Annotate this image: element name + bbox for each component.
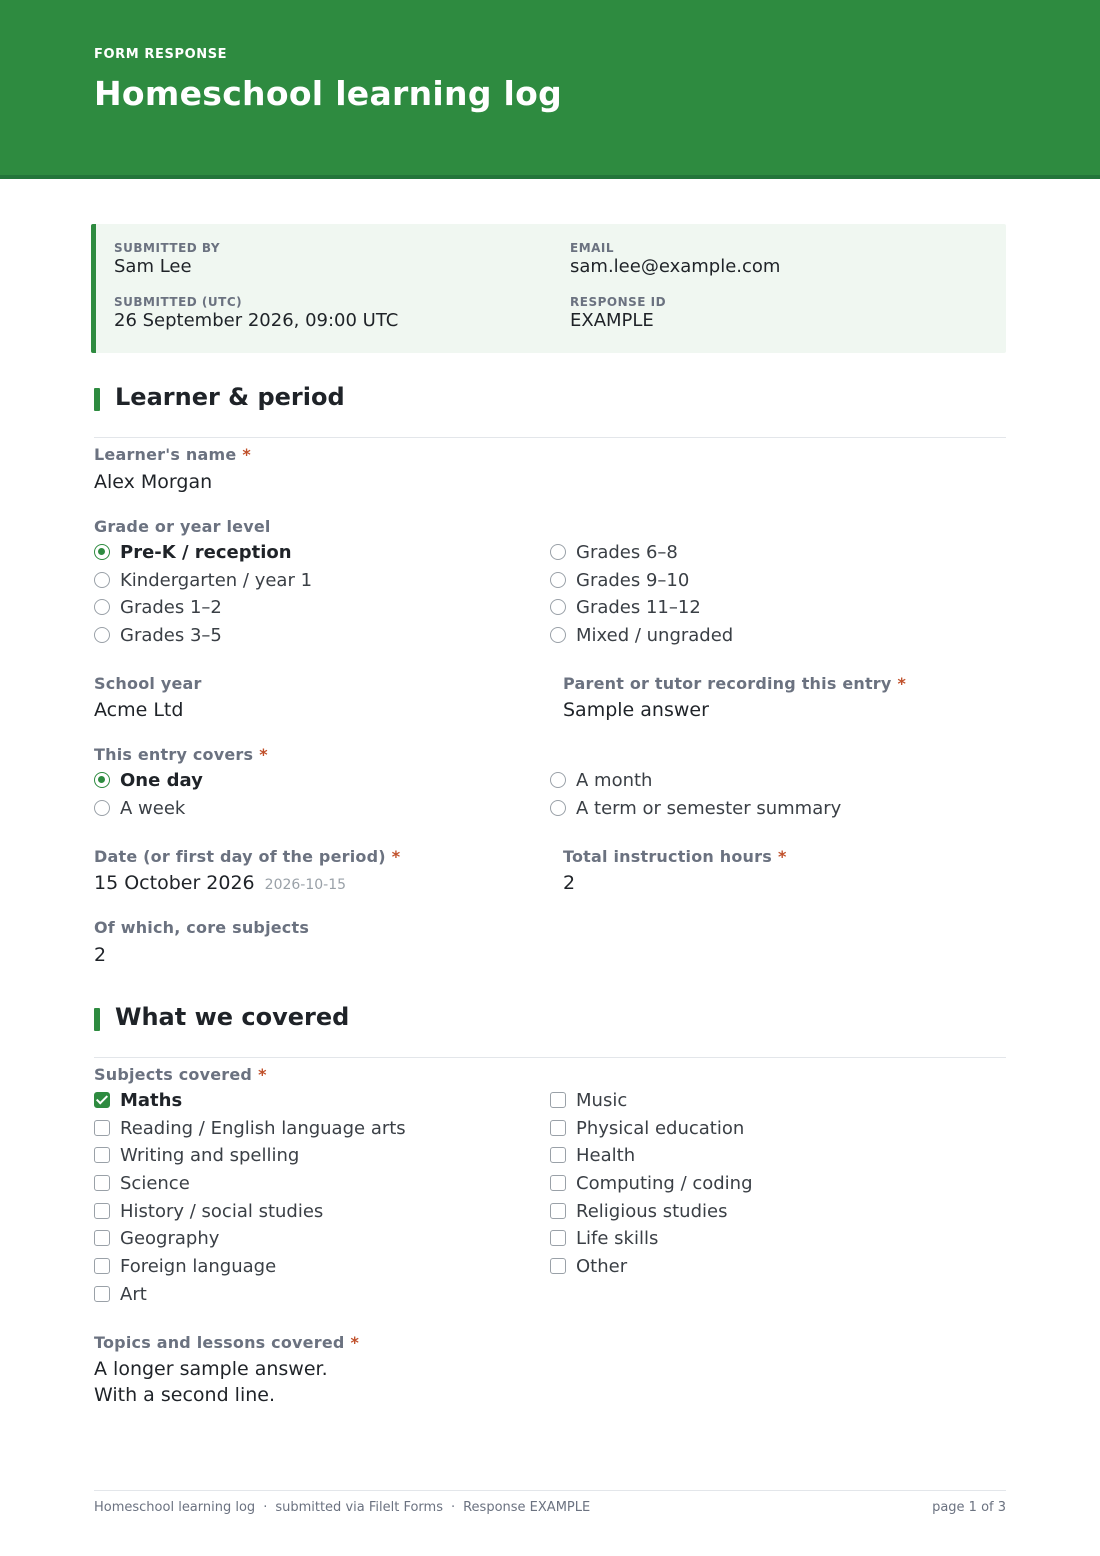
radio-icon [550,599,566,615]
question-text: Total instruction hours [563,847,772,866]
date-iso: 2026-10-15 [264,877,347,893]
school-year-label: School year [94,674,202,693]
entry-covers-option [94,795,185,821]
option-label: Reading / English language arts [120,1117,406,1139]
footer-info [94,1500,590,1515]
option-label: Grades 9–10 [576,569,690,591]
topics-label [94,1333,359,1352]
subject-option [94,1115,406,1141]
entry-covers-label [94,745,268,764]
subject-option [550,1253,627,1279]
option-label: Art [120,1283,147,1305]
question-text: Subjects covered [94,1065,253,1084]
grade-option [94,622,222,648]
checkbox-icon [550,1203,566,1219]
footer-form-name: Homeschool learning log [94,1500,256,1515]
option-label: One day [120,769,203,791]
form-header [0,0,1100,179]
radio-selected-icon [94,772,110,788]
subject-option [94,1170,190,1196]
checkbox-icon [550,1147,566,1163]
response-id [570,295,666,331]
grade-option [94,594,222,620]
radio-icon [550,800,566,816]
option-label: Life skills [576,1227,659,1249]
required-marker: * [897,674,907,693]
checkbox-icon [94,1230,110,1246]
entry-covers-option [550,795,841,821]
grade-option [550,594,701,620]
subjects-label [94,1065,267,1084]
entry-covers-option [550,767,652,793]
checkbox-checked-icon [94,1092,110,1108]
subject-option [550,1170,753,1196]
page-footer [94,1490,1006,1520]
grade-option [94,567,312,593]
option-label: Maths [120,1089,183,1111]
date-label [94,847,400,866]
checkbox-icon [94,1147,110,1163]
parent-label [563,674,906,693]
radio-icon [94,599,110,615]
checkbox-icon [94,1175,110,1191]
date-display: 15 October 2026 [94,872,255,894]
email [570,241,780,277]
section-accent-bar [94,388,100,411]
submitted-by-label: SUBMITTED BY [114,241,221,255]
radio-icon [550,572,566,588]
topics-value: A longer sample answer. With a second line. [94,1358,328,1406]
option-label: Kindergarten / year 1 [120,569,313,591]
option-label: Geography [120,1227,220,1249]
submission-meta [91,224,1006,353]
radio-icon [550,627,566,643]
option-label: Physical education [576,1117,745,1139]
grade-option [550,567,689,593]
question-text: Topics and lessons covered [94,1333,345,1352]
separator-dot: · [263,1500,268,1515]
school-year-value: Acme Ltd [94,699,184,721]
core-subjects-label: Of which, core subjects [94,918,310,937]
entry-covers-option [94,767,203,793]
required-marker: * [259,745,268,764]
checkbox-icon [550,1175,566,1191]
question-text: This entry covers [94,745,254,764]
form-title: Homeschool learning log [94,74,563,113]
question-text: Parent or tutor recording this entry [563,674,892,693]
option-label: Grades 11–12 [576,596,701,618]
response-id-label: RESPONSE ID [570,295,667,309]
grade-option [94,539,292,565]
required-marker: * [350,1333,360,1352]
checkbox-icon [550,1258,566,1274]
option-label: Music [576,1089,628,1111]
subject-option [94,1225,219,1251]
option-label: A term or semester summary [576,797,842,819]
subject-option [550,1225,658,1251]
checkbox-icon [94,1203,110,1219]
option-label: Grades 6–8 [576,541,678,563]
checkbox-icon [94,1286,110,1302]
submitted-time-value: 26 September 2026, 09:00 UTC [114,310,399,331]
required-marker: * [258,1065,267,1084]
response-id-value: EXAMPLE [570,310,654,331]
section-accent-bar [94,1008,100,1031]
subject-option [94,1253,276,1279]
form-eyebrow: FORM RESPONSE [94,47,228,62]
checkbox-icon [94,1120,110,1136]
email-label: EMAIL [570,241,615,255]
page-number: page 1 of 3 [932,1500,1006,1515]
section-what-we-covered [94,1003,1006,1058]
radio-icon [94,627,110,643]
required-marker: * [242,445,251,464]
subject-option [94,1281,147,1307]
grade-option [550,539,678,565]
hours-label [563,847,787,866]
grade-label: Grade or year level [94,517,271,536]
subject-option [94,1087,182,1113]
option-label: Computing / coding [576,1172,753,1194]
subject-option [94,1198,323,1224]
radio-icon [94,572,110,588]
option-label: Grades 1–2 [120,596,222,618]
option-label: Health [576,1144,636,1166]
learner-name-label [94,445,251,464]
option-label: Other [576,1255,628,1277]
subject-option [550,1115,744,1141]
option-label: Grades 3–5 [120,624,222,646]
required-marker: * [777,847,787,866]
checkbox-icon [550,1120,566,1136]
option-label: History / social studies [120,1200,324,1222]
question-text: Learner's name [94,445,237,464]
footer-via: submitted via Filelt Forms [275,1500,443,1515]
submitted-time-label: SUBMITTED (UTC) [114,295,243,309]
option-label: A month [576,769,653,791]
section-learner-period [94,383,1006,438]
submitted-by [114,241,220,277]
submitted-time [114,295,398,331]
option-label: Foreign language [120,1255,277,1277]
subject-option [94,1142,299,1168]
section-title: Learner & period [115,383,345,411]
option-label: Mixed / ungraded [576,624,734,646]
separator-dot: · [450,1500,456,1515]
option-label: A week [120,797,186,819]
option-label: Pre-K / reception [120,541,292,563]
learner-name-value: Alex Morgan [94,471,213,493]
question-text: Date (or first day of the period) [94,847,386,866]
subject-option [550,1198,727,1224]
grade-option [550,622,733,648]
radio-selected-icon [94,544,110,560]
option-label: Science [120,1172,190,1194]
option-label: Religious studies [576,1200,728,1222]
footer-response: Response EXAMPLE [463,1500,591,1515]
date-value [94,872,346,894]
hours-value: 2 [563,872,576,894]
subject-option [550,1142,635,1168]
radio-icon [94,800,110,816]
core-subjects-value: 2 [94,944,107,966]
required-marker: * [391,847,401,866]
option-label: Writing and spelling [120,1144,300,1166]
checkbox-icon [94,1258,110,1274]
checkbox-icon [550,1230,566,1246]
radio-icon [550,544,566,560]
checkbox-icon [550,1092,566,1108]
submitted-by-value: Sam Lee [114,256,192,277]
email-value: sam.lee@example.com [570,256,781,277]
section-title: What we covered [115,1003,350,1031]
parent-value: Sample answer [563,699,709,721]
radio-icon [550,772,566,788]
subject-option [550,1087,627,1113]
